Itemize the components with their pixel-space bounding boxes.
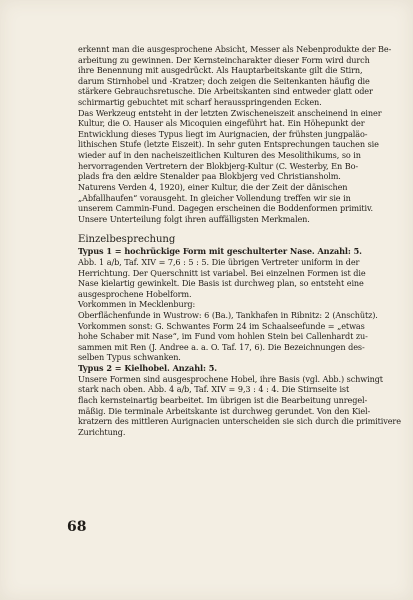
body-line: Naturens Verden 4, 1920), einer Kultur, die der Zeit der dänischen — [78, 181, 348, 192]
typus-1-line: Vorkommen sonst: G. Schwantes Form 24 im Schaalseefunde = „etwas — [78, 320, 365, 331]
main-text-block — [78, 44, 401, 437]
typus-1-line: Oberflächenfunde in Wustrow: 6 (Ba.), Tankhafen in Ribnitz: 2 (Anschütz). — [78, 310, 378, 321]
typus-1-line: hohe Schaber mit Nase“, im Fund vom hohlen Stein bei Callenhardt zu- — [78, 331, 368, 342]
typus-1-line: Vorkommen in Mecklenburg: — [78, 299, 196, 310]
typus-1-line: selben Typus schwanken. — [78, 352, 181, 363]
body-line: „Abfallhaufen“ vorausgeht. In gleicher Vollendung treffen wir sie in — [78, 192, 351, 203]
typus-2-line: flach kernsteinartig bearbeitet. Im übrigen ist die Bearbeitung unregel- — [78, 394, 368, 405]
body-line: plads fra den ældre Stenalder paa Blokbjerg ved Christiansholm. — [78, 171, 341, 182]
body-line: Unsere Unterteilung folgt ihren auffälligsten Merkmalen. — [78, 213, 310, 224]
body-line: Kultur, die O. Hauser als Micoquien eingeführt hat. Ein Höhepunkt der — [78, 118, 365, 129]
typus-1-line: sammen mit Ren (J. Andree a. a. O. Taf. 17, 6). Die Bezeichnungen des- — [78, 341, 365, 352]
body-line: hervorragenden Vertretern der Blokbjerg-Kultur (C. Westerby, En Bo- — [78, 160, 359, 171]
body-line: lithischen Stufe (letzte Eiszeit). In sehr guten Entsprechungen tauchen sie — [78, 139, 379, 150]
body-line: arbeitung zu gewinnen. Der Kernsteincharakter dieser Form wird durch — [78, 54, 370, 65]
body-line: wieder auf in den nacheiszeitlichen Kulturen des Mesolithikums, so in — [78, 150, 361, 161]
typus-2-line: mäßig. Die terminale Arbeitskante ist durchweg gerundet. Von den Kiel- — [78, 405, 371, 416]
body-line: Das Werkzeug entsteht in der letzten Zwischeneiszeit anscheinend in einer — [78, 107, 382, 118]
body-line: darum Stirnhobel und -Kratzer; doch zeigen die Seitenkanten häufig die — [78, 75, 370, 86]
section-gap — [78, 224, 384, 233]
body-line: unserem Cammin-Fund. Dagegen erscheinen die Boddenformen primitiv. — [78, 203, 373, 214]
typus-2-line: Unsere Formen sind ausgesprochene Hobel, ihre Basis (vgl. Abb.) schwingt — [78, 373, 383, 384]
typus-1-line: Abb. 1 a/b, Taf. XIV = 7,6 : 5 : 5. Die übrigen Vertreter uniform in der — [78, 256, 360, 267]
typus-2-heading: Typus 2 = Kielhobel. Anzahl: 5. — [78, 363, 217, 374]
body-line: erkennt man die ausgesprochene Absicht, Messer als Nebenprodukte der Be- — [78, 44, 392, 54]
section-heading: Einzelbesprechung — [78, 234, 176, 246]
typus-1-line: Herrichtung. Der Querschnitt ist variabel. Bei einzelnen Formen ist die — [78, 267, 366, 278]
typus-2-line: Zurichtung. — [78, 426, 126, 437]
typus-1-line: Nase kielartig gewinkelt. Die Basis ist durchweg plan, so entsteht eine — [78, 278, 364, 289]
body-line: stärkere Gebrauchsretusche. Die Arbeitskanten sind entweder glatt oder — [78, 86, 373, 97]
typus-1-line: ausgesprochene Hobelform. — [78, 288, 192, 299]
typus-2-line: stark nach oben. Abb. 4 a/b, Taf. XIV = 9,3 : 4 : 4. Die Stirnseite ist — [78, 384, 350, 395]
body-line: ihre Benennung mit ausgedrückt. Als Hauptarbeitskante gilt die Stirn, — [78, 65, 363, 76]
typus-1-heading: Typus 1 = hochrückige Form mit geschulterter Nase. Anzahl: 5. — [78, 246, 362, 257]
body-line: schirmartig gebuchtet mit scharf herausspringenden Ecken. — [78, 97, 322, 108]
typus-2-line: kratzern des mittleren Aurignacien unterscheiden sie sich durch die primitivere — [78, 416, 401, 427]
page-number: 68 — [67, 519, 87, 535]
body-line: Entwicklung dieses Typus liegt im Aurignacien, der frühsten jungpaläo- — [78, 128, 368, 139]
